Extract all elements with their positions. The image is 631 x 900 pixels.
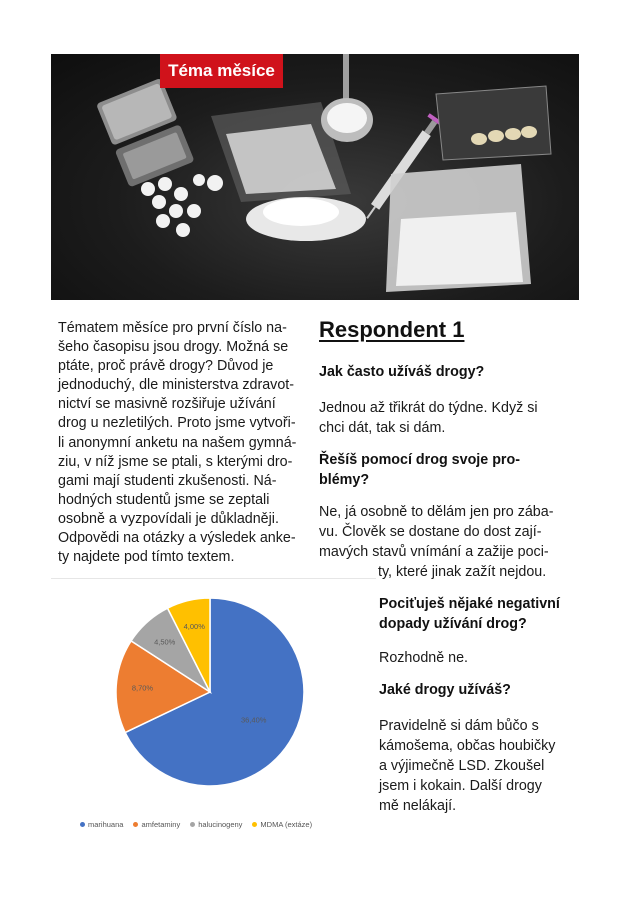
answer-line: chci dát, tak si dám. (319, 420, 446, 436)
pie-chart (58, 586, 358, 846)
answer-line: vu. Člověk se dostane do dost zají- (319, 524, 542, 540)
answer-3: Rozhodně ne. (379, 650, 469, 666)
question-line: blémy? (319, 472, 370, 488)
intro-line: ziu, v níž jsme se ptali, s kterými dro- (58, 453, 293, 470)
answer-line: Pravidelně si dám bůčo s (379, 718, 539, 734)
pie-data-label: 4,00% (183, 622, 205, 632)
answer-line: a výjimečně LSD. Zkoušel (379, 758, 545, 774)
legend-item (190, 820, 242, 829)
answer-line: kámošema, občas houbičky (379, 738, 556, 754)
legend-swatch (252, 822, 257, 827)
answer-2 (319, 502, 553, 582)
legend-swatch (133, 822, 138, 827)
answer-line: jsem i kokain. Další drogy (379, 778, 542, 794)
legend-label: amfetaminy (141, 820, 181, 829)
intro-line: Tématem měsíce pro první číslo na- (58, 320, 287, 336)
answer-line: Ne, já osobně to dělám jen pro zába- (319, 504, 554, 520)
answer-line: mě nelákají. (379, 798, 457, 814)
question-1: Jak často užíváš drogy? (319, 364, 485, 380)
pie-data-label: 8,70% (131, 683, 154, 693)
legend-label: halucinogeny (198, 820, 243, 829)
pie-data-label: 36,40% (241, 715, 267, 725)
respondent-title: Respondent 1 (319, 317, 465, 342)
chart-legend (80, 820, 312, 829)
intro-line: osobně a vyzpovídali je důkladněji. (58, 510, 279, 527)
intro-line: drog u nezletilých. Proto jsme vytvoři- (58, 415, 296, 432)
question-4: Jaké drogy užíváš? (379, 682, 511, 698)
legend-item (252, 820, 312, 829)
answer-1 (319, 398, 538, 438)
intro-line: šeho časopisu jsou drogy. Možná se (58, 339, 289, 356)
intro-line: gami mají studenti zkušenosti. Ná- (58, 472, 277, 489)
intro-paragraph (58, 319, 306, 567)
intro-line: li anonymní anketu na našem gymná- (58, 434, 297, 451)
answer-line: Jednou až třikrát do týdne. Když si (319, 400, 538, 416)
answer-line: ty, které jinak zažít nejdou. (378, 564, 547, 580)
pie-data-label: 4,50% (154, 637, 176, 647)
intro-line: Odpovědi na otázky a výsledek anke- (58, 530, 296, 547)
legend-label: marihuana (88, 820, 124, 829)
question-2 (319, 450, 520, 490)
question-line: dopady užívání drog? (379, 616, 527, 632)
question-3 (379, 594, 560, 634)
question-line: Řešíš pomocí drog svoje pro- (319, 452, 520, 468)
hero-photo (51, 54, 579, 300)
pie-chart-svg (58, 586, 358, 816)
theme-badge: Téma měsíce (160, 54, 283, 88)
intro-line: jednoduchý, dle ministerstva zdravot- (58, 377, 295, 394)
legend-swatch (80, 822, 85, 827)
legend-swatch (190, 822, 195, 827)
legend-label: MDMA (extáze) (260, 820, 313, 829)
answer-4 (379, 716, 555, 816)
question-line: Pociťuješ nějaké negativní (379, 596, 560, 612)
legend-item (80, 820, 123, 829)
intro-line: ty najdete pod tímto textem. (58, 549, 235, 566)
intro-line: nictví se masivně rozšiřuje užívání (58, 396, 276, 413)
intro-line: ptáte, proč právě drogy? Důvod je (58, 358, 274, 375)
intro-line: hodných studentů jsme se zeptali (58, 491, 270, 508)
answer-line: mavých stavů vnímání a zažije poci- (319, 544, 549, 560)
drugs-illustration (51, 54, 579, 300)
legend-item (133, 820, 180, 829)
